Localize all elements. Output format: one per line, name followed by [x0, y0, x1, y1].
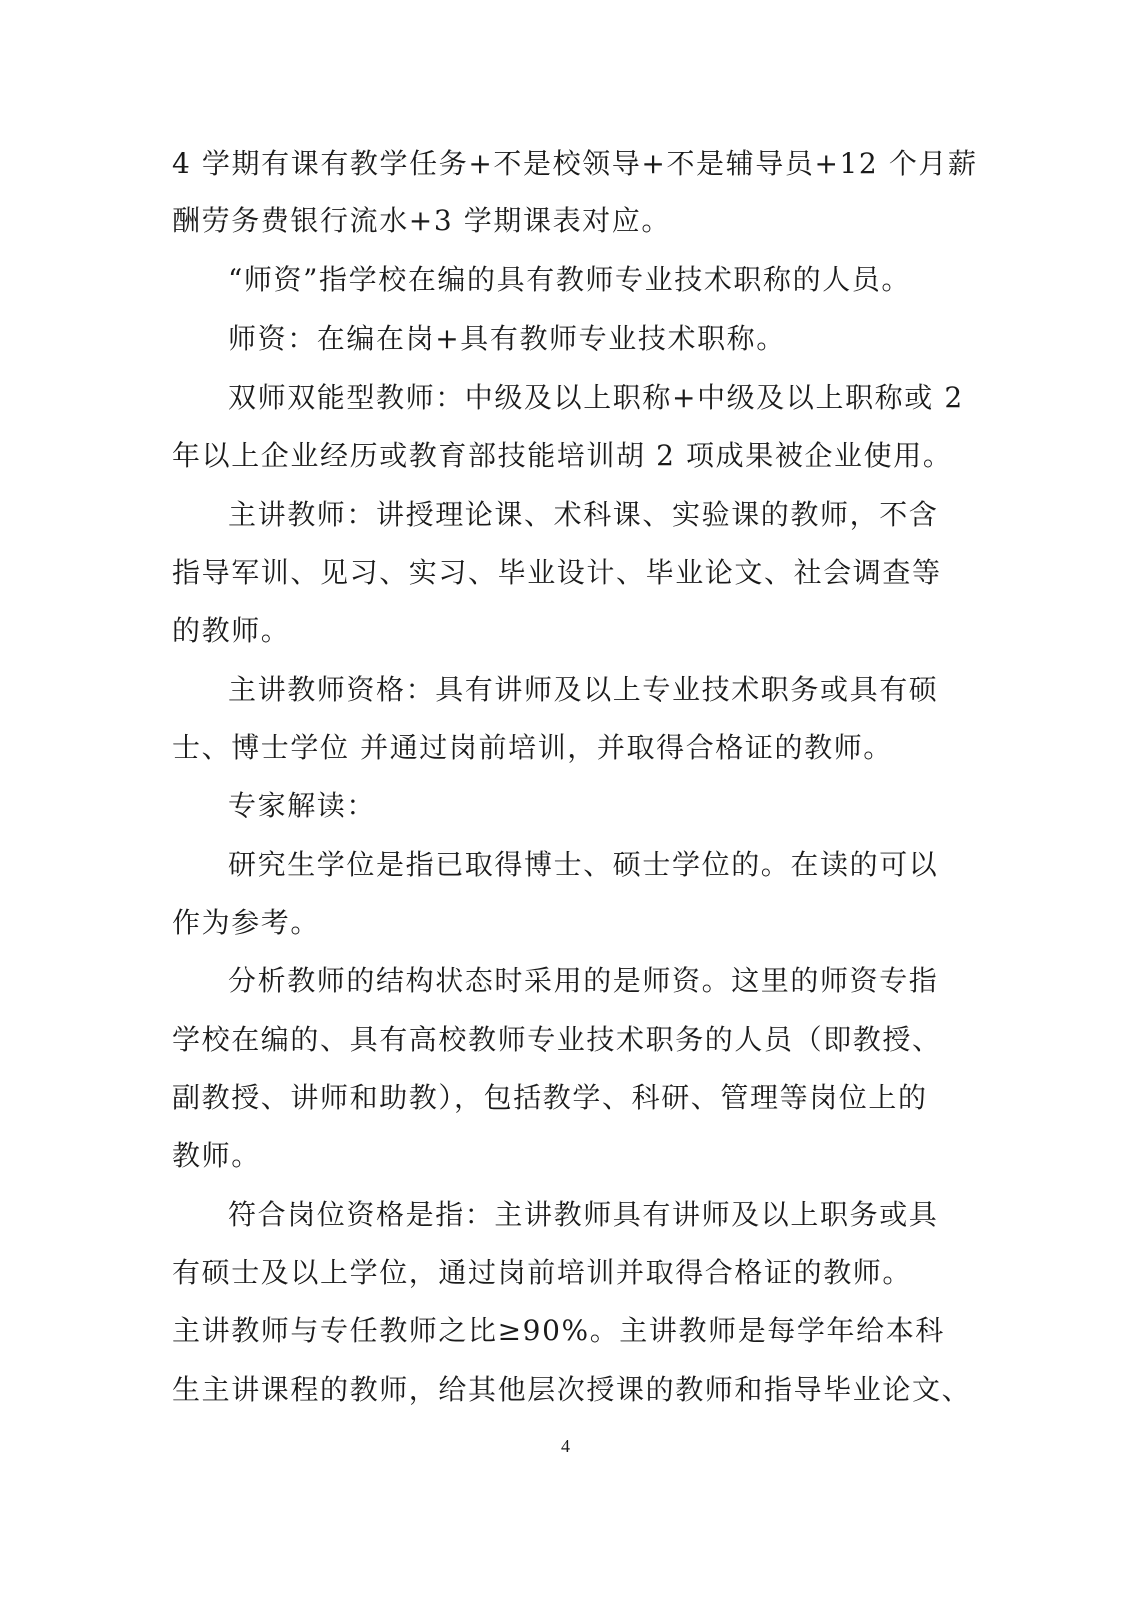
text-line: 主讲教师与专任教师之比≥90%。主讲教师是每学年给本科	[172, 1314, 945, 1347]
page-number: 4	[561, 1436, 570, 1456]
text-line: 副教授、讲师和助教），包括教学、科研、管理等岗位上的	[172, 1081, 928, 1114]
text-line: 生主讲课程的教师，给其他层次授课的教师和指导毕业论文、	[172, 1373, 972, 1406]
text-line: 符合岗位资格是指：主讲教师具有讲师及以上职务或具	[228, 1198, 939, 1231]
text-line: 的教师。	[172, 614, 291, 647]
text-line: 酬劳务费银行流水+3 学期课表对应。	[172, 204, 671, 237]
text-line: 主讲教师资格：具有讲师及以上专业技术职务或具有硕	[228, 673, 939, 706]
text-line: 年以上企业经历或教育部技能培训胡 2 项成果被企业使用。	[172, 439, 953, 472]
text-line: 学校在编的、具有高校教师专业技术职务的人员（即教授、	[172, 1023, 942, 1056]
text-line: 专家解读：	[228, 789, 377, 822]
text-line: “师资”指学校在编的具有教师专业技术职称的人员。	[228, 263, 912, 296]
text-line: 师资：在编在岗+具有教师专业技术职称。	[228, 322, 786, 355]
text-line: 研究生学位是指已取得博士、硕士学位的。在读的可以	[228, 848, 939, 881]
text-line: 有硕士及以上学位，通过岗前培训并取得合格证的教师。	[172, 1256, 913, 1289]
text-line: 主讲教师：讲授理论课、术科课、实验课的教师，不含	[228, 498, 939, 531]
text-line: 双师双能型教师：中级及以上职称+中级及以上职称或 2	[228, 381, 964, 414]
text-line: 教师。	[172, 1139, 261, 1172]
text-line: 指导军训、见习、实习、毕业设计、毕业论文、社会调查等	[172, 556, 942, 589]
text-line: 作为参考。	[172, 906, 321, 939]
text-line: 分析教师的结构状态时采用的是师资。这里的师资专指	[228, 964, 939, 997]
text-line: 士、博士学位 并通过岗前培训，并取得合格证的教师。	[172, 731, 893, 764]
text-line: 4 学期有课有教学任务+不是校领导+不是辅导员+12 个月薪	[172, 147, 978, 180]
